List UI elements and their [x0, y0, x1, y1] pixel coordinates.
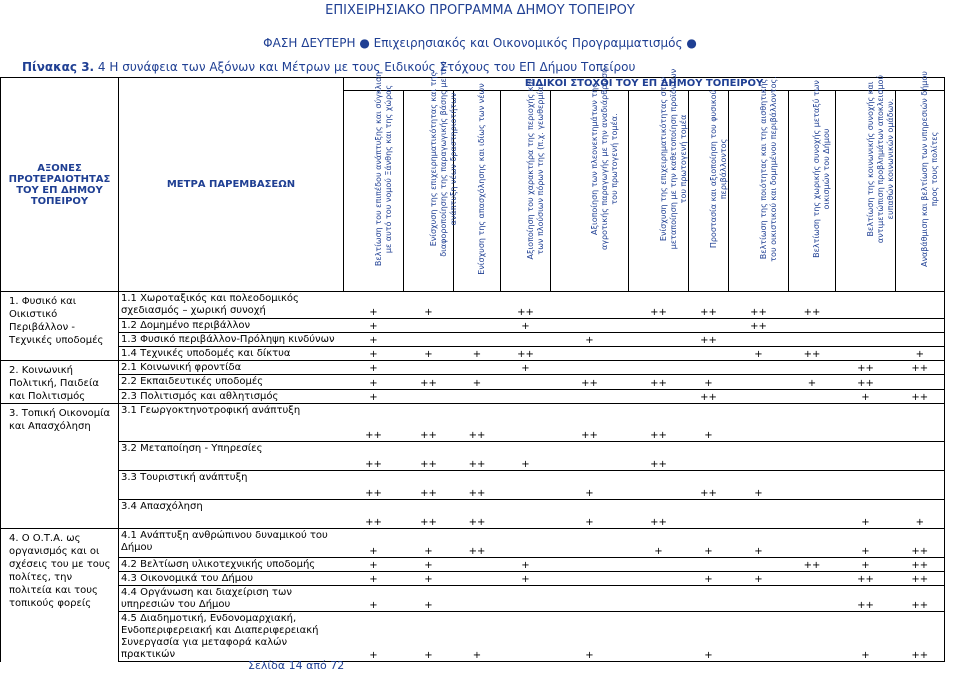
- caption-text: 4 Η συνάφεια των Αξόνων και Μέτρων με τους Ειδικούς Στόχους του ΕΠ Δήμου Τοπείρου: [94, 60, 636, 74]
- mark-cell: [789, 500, 836, 529]
- mark-cell: [629, 558, 689, 572]
- mark-cell: [836, 404, 896, 442]
- mark-cell: ++: [789, 292, 836, 319]
- mark-cell: [729, 442, 789, 471]
- mark-cell: ++: [836, 375, 896, 389]
- mark-cell: [789, 442, 836, 471]
- mark-cell: [404, 333, 454, 347]
- mark-cell: [789, 361, 836, 375]
- mark-cell: [551, 292, 629, 319]
- mark-cell: ++: [729, 319, 789, 333]
- mark-cell: +: [344, 558, 404, 572]
- mark-cell: [896, 404, 945, 442]
- mark-cell: ++: [404, 442, 454, 471]
- mark-cell: [729, 558, 789, 572]
- mark-cell: ++: [896, 572, 945, 586]
- target-label: Αναβάθμιση και βελτίωση των υπηρεσιών δήμου προς τους πολίτες: [920, 71, 940, 267]
- mark-cell: +: [404, 529, 454, 558]
- mark-cell: [501, 389, 551, 403]
- table-row: [1, 500, 945, 529]
- table-row: [1, 389, 945, 403]
- mark-cell: ++: [789, 558, 836, 572]
- mark-cell: +: [896, 500, 945, 529]
- mark-cell: [729, 404, 789, 442]
- mark-cell: [789, 319, 836, 333]
- axis-cell: 1. Φυσικό και Οικιστικό Περιβάλλον - Τεχνικές υποδομές: [1, 292, 119, 361]
- mark-cell: +: [689, 612, 729, 662]
- table-row: [1, 347, 945, 361]
- table-row: [1, 586, 945, 612]
- measure-cell: 3.3 Τουριστική ανάπτυξη: [119, 471, 344, 500]
- mark-cell: ++: [404, 471, 454, 500]
- mark-cell: [896, 292, 945, 319]
- mark-cell: [896, 442, 945, 471]
- measure-cell: 3.1 Γεωργοκτηνοτροφική ανάπτυξη: [119, 404, 344, 442]
- mark-cell: +: [344, 572, 404, 586]
- page-footer: Σελίδα 14 από 72: [248, 659, 345, 672]
- mark-cell: [551, 361, 629, 375]
- measure-cell: 4.3 Οικονομικά του Δήμου: [119, 572, 344, 586]
- mark-cell: ++: [629, 292, 689, 319]
- mark-cell: [789, 529, 836, 558]
- mark-cell: ++: [836, 572, 896, 586]
- mark-cell: +: [689, 404, 729, 442]
- measure-cell: 4.4 Οργάνωση και διαχείριση των υπηρεσιών του Δήμου: [119, 586, 344, 612]
- mark-cell: ++: [689, 471, 729, 500]
- mark-cell: +: [836, 612, 896, 662]
- mark-cell: [629, 572, 689, 586]
- mark-cell: +: [344, 529, 404, 558]
- mark-cell: ++: [344, 471, 404, 500]
- measure-cell: 1.2 Δομημένο περιβάλλον: [119, 319, 344, 333]
- mark-cell: [689, 442, 729, 471]
- target-header-9: [789, 80, 836, 292]
- mark-cell: [501, 612, 551, 662]
- target-header-1: [344, 71, 404, 292]
- table-row: [1, 333, 945, 347]
- measure-cell: 4.5 Διαδημοτική, Ενδονομαρχιακή, Ενδοπεριφερειακή και Διαπεριφερειακή Συνεργασία για μεταφορά καλών πρακτικών: [119, 612, 344, 662]
- mark-cell: +: [551, 612, 629, 662]
- target-label: Αξιοποίηση του χαρακτήρα της περιοχής και των πλούσιων πόρων της (π.χ. γεωθερμία): [525, 78, 545, 260]
- mark-cell: +: [501, 361, 551, 375]
- mark-cell: [551, 319, 629, 333]
- mark-cell: [454, 292, 501, 319]
- mark-cell: [501, 471, 551, 500]
- mark-cell: [789, 572, 836, 586]
- table-row: [1, 404, 945, 442]
- mark-cell: +: [836, 558, 896, 572]
- mark-cell: ++: [789, 347, 836, 361]
- mark-cell: [896, 319, 945, 333]
- axes-header: ΑΞΟΝΕΣ ΠΡΟΤΕΡΑΙΟΤΗΤΑΣ ΤΟΥ ΕΠ ΔΗΜΟΥ ΤΟΠΕΙΡΟΥ: [1, 78, 119, 292]
- mark-cell: +: [729, 529, 789, 558]
- measure-cell: 1.4 Τεχνικές υποδομές και δίκτυα: [119, 347, 344, 361]
- measure-cell: 1.1 Χωροταξικός και πολεοδομικός σχεδιασμός – χωρική συνοχή: [119, 292, 344, 319]
- mark-cell: +: [404, 347, 454, 361]
- target-header-5: [551, 67, 629, 292]
- mark-cell: +: [344, 347, 404, 361]
- measure-cell: 2.3 Πολιτισμός και αθλητισμός: [119, 389, 344, 403]
- mark-cell: [729, 500, 789, 529]
- target-label: Ενίσχυση της απασχόλησης και ιδίως των νέων: [477, 83, 486, 275]
- mark-cell: [501, 375, 551, 389]
- mark-cell: +: [404, 572, 454, 586]
- mark-cell: [789, 389, 836, 403]
- mark-cell: ++: [404, 375, 454, 389]
- target-label: Βελτίωση του επιπέδου ανάπτυξης και σύγκλιση με αυτό του νομού Ξάνθης και της χώρας: [373, 71, 393, 267]
- phase-header: ΦΑΣΗ ΔΕΥΤΕΡΗ ● Επιχειρησιακός και Οικονομικός Προγραμματισμός ●: [263, 36, 697, 50]
- target-label: Βελτίωση της κοινωνικής συνοχής και αντιμετώπιση προβλημάτων αποκλεισμού ευπαθών κοινωνικών ομάδων.: [865, 74, 895, 244]
- mark-cell: [629, 586, 689, 612]
- mark-cell: +: [501, 572, 551, 586]
- mark-cell: +: [344, 375, 404, 389]
- mark-cell: +: [836, 389, 896, 403]
- target-label: Βελτίωση της χωρικής συνοχής μεταξύ των οικισμών του Δήμου: [812, 80, 831, 258]
- mark-cell: ++: [501, 292, 551, 319]
- mark-cell: ++: [836, 361, 896, 375]
- mark-cell: [551, 529, 629, 558]
- mark-cell: ++: [454, 404, 501, 442]
- mark-cell: +: [836, 500, 896, 529]
- mark-cell: +: [629, 529, 689, 558]
- mark-cell: ++: [896, 361, 945, 375]
- mark-cell: ++: [896, 558, 945, 572]
- mark-cell: [896, 333, 945, 347]
- mark-cell: +: [404, 558, 454, 572]
- mark-cell: ++: [629, 404, 689, 442]
- mark-cell: +: [344, 389, 404, 403]
- mark-cell: +: [404, 586, 454, 612]
- mark-cell: [836, 471, 896, 500]
- mark-cell: [404, 361, 454, 375]
- mark-cell: [501, 586, 551, 612]
- measures-header: ΜΕΤΡΑ ΠΑΡΕΜΒΑΣΕΩΝ: [119, 78, 344, 292]
- mark-cell: +: [689, 375, 729, 389]
- measure-cell: 3.4 Απασχόληση: [119, 500, 344, 529]
- mark-cell: ++: [454, 529, 501, 558]
- axis-cell: 3. Τοπική Οικονομία και Απασχόληση: [1, 404, 119, 529]
- mark-cell: +: [454, 347, 501, 361]
- mark-cell: ++: [896, 586, 945, 612]
- mark-cell: +: [344, 586, 404, 612]
- table-row: [1, 292, 945, 319]
- mark-cell: ++: [629, 500, 689, 529]
- axis-cell: 4. Ο Ο.Τ.Α. ως οργανισμός και οι σχέσεις του με τους πολίτες, την πολιτεία και τους τοπικούς φορείς: [1, 529, 119, 662]
- mark-cell: [454, 558, 501, 572]
- measure-cell: 2.2 Εκπαιδευτικές υποδομές: [119, 375, 344, 389]
- mark-cell: +: [404, 612, 454, 662]
- mark-cell: +: [551, 471, 629, 500]
- target-label: Αξιοποίηση των πλεονεκτημάτων της αγροτικής παραγωγής με την αναδιάρθρωση του πρωτογενή τομέα.: [589, 67, 619, 251]
- target-header-11: [896, 71, 945, 292]
- mark-cell: ++: [551, 404, 629, 442]
- mark-cell: [629, 612, 689, 662]
- measure-cell: 4.1 Ανάπτυξη ανθρώπινου δυναμικού του Δήμου: [119, 529, 344, 558]
- mark-cell: +: [454, 375, 501, 389]
- mark-cell: [551, 572, 629, 586]
- mark-cell: ++: [729, 292, 789, 319]
- mark-cell: [729, 389, 789, 403]
- mark-cell: [729, 333, 789, 347]
- program-header: ΕΠΙΧΕΙΡΗΣΙΑΚΟ ΠΡΟΓΡΑΜΜΑ ΔΗΜΟΥ ΤΟΠΕΙΡΟΥ: [325, 3, 635, 18]
- mark-cell: [789, 586, 836, 612]
- target-label: Ενίσχυση της επιχειρηματικότητας στην μεταποίηση με την καθετοποίηση προϊόντων του πρωτογενή τομέα: [658, 68, 688, 250]
- target-label: Ενίσχυση της επιχειρηματικότητας και της διαφοροποίησης της παραγωγικής βάσης με την ανάπτυξη νέων δραστηριοτήτων: [428, 61, 458, 257]
- mark-cell: ++: [896, 389, 945, 403]
- targets-header: ΕΙΔΙΚΟΙ ΣΤΟΧΟΙ ΤΟΥ ΕΠ ΔΗΜΟΥ ΤΟΠΕΙΡΟΥ: [344, 78, 945, 91]
- table-row: [1, 361, 945, 375]
- mark-cell: +: [344, 612, 404, 662]
- mark-cell: [454, 333, 501, 347]
- mark-cell: [551, 586, 629, 612]
- mark-cell: [836, 319, 896, 333]
- table-row: [1, 442, 945, 471]
- mark-cell: +: [789, 375, 836, 389]
- mark-cell: [629, 333, 689, 347]
- table-row: [1, 558, 945, 572]
- mark-cell: [501, 333, 551, 347]
- mark-cell: [501, 404, 551, 442]
- mark-cell: [629, 347, 689, 361]
- measure-cell: 4.2 Βελτίωση υλικοτεχνικής υποδομής: [119, 558, 344, 572]
- mark-cell: [729, 361, 789, 375]
- mark-cell: ++: [689, 389, 729, 403]
- target-label: Προστασία και αξιοποίηση του φυσικού περιβάλλοντος: [708, 89, 728, 249]
- target-header-4: [501, 78, 551, 292]
- mark-cell: +: [344, 361, 404, 375]
- mark-cell: [689, 361, 729, 375]
- mark-cell: +: [344, 319, 404, 333]
- mark-cell: [836, 292, 896, 319]
- mark-cell: [629, 389, 689, 403]
- mark-cell: +: [344, 292, 404, 319]
- mark-cell: [836, 333, 896, 347]
- mark-cell: +: [729, 572, 789, 586]
- mark-cell: ++: [689, 333, 729, 347]
- target-header-3: [454, 83, 501, 292]
- target-header-7: [689, 91, 729, 292]
- mark-cell: [454, 586, 501, 612]
- mark-cell: [689, 586, 729, 612]
- mark-cell: +: [454, 612, 501, 662]
- mark-cell: +: [689, 529, 729, 558]
- table-row: [1, 471, 945, 500]
- mark-cell: ++: [454, 471, 501, 500]
- mark-cell: [629, 361, 689, 375]
- measure-cell: 1.3 Φυσικό περιβάλλον-Πρόληψη κινδύνων: [119, 333, 344, 347]
- mark-cell: [896, 471, 945, 500]
- mark-cell: ++: [404, 500, 454, 529]
- mark-cell: [404, 319, 454, 333]
- table-row: [1, 375, 945, 389]
- mark-cell: +: [551, 500, 629, 529]
- table-row: [1, 319, 945, 333]
- mark-cell: +: [836, 529, 896, 558]
- mark-cell: ++: [896, 529, 945, 558]
- mark-cell: +: [729, 471, 789, 500]
- mark-cell: ++: [454, 500, 501, 529]
- mark-cell: +: [551, 333, 629, 347]
- mark-cell: ++: [836, 586, 896, 612]
- mark-cell: [629, 471, 689, 500]
- mark-cell: +: [404, 292, 454, 319]
- table-row: [1, 572, 945, 586]
- mark-cell: ++: [344, 442, 404, 471]
- mark-cell: [729, 612, 789, 662]
- mark-cell: [454, 389, 501, 403]
- mark-cell: ++: [689, 292, 729, 319]
- measure-cell: 2.1 Κοινωνική φροντίδα: [119, 361, 344, 375]
- table-row: [1, 529, 945, 558]
- mark-cell: [729, 375, 789, 389]
- measure-cell: 3.2 Μεταποίηση - Υπηρεσίες: [119, 442, 344, 471]
- mark-cell: [836, 347, 896, 361]
- mark-cell: [689, 347, 729, 361]
- target-header-8: [729, 76, 789, 292]
- mark-cell: [789, 333, 836, 347]
- mark-cell: [404, 389, 454, 403]
- mark-cell: ++: [629, 442, 689, 471]
- mark-cell: [501, 529, 551, 558]
- mark-cell: ++: [454, 442, 501, 471]
- mark-cell: ++: [501, 347, 551, 361]
- mark-cell: [896, 375, 945, 389]
- mark-cell: +: [896, 347, 945, 361]
- mark-cell: +: [501, 442, 551, 471]
- mark-cell: +: [729, 347, 789, 361]
- mark-cell: +: [501, 319, 551, 333]
- mark-cell: [551, 442, 629, 471]
- mark-cell: [729, 586, 789, 612]
- target-header-10: [836, 74, 896, 292]
- mark-cell: [454, 361, 501, 375]
- mark-cell: [689, 319, 729, 333]
- mark-cell: +: [689, 572, 729, 586]
- mark-cell: +: [501, 558, 551, 572]
- mark-cell: [551, 347, 629, 361]
- target-header-6: [629, 68, 689, 292]
- mark-cell: [454, 572, 501, 586]
- target-header-2: [404, 61, 458, 292]
- mark-cell: ++: [629, 375, 689, 389]
- mark-cell: ++: [551, 375, 629, 389]
- mark-cell: [551, 558, 629, 572]
- mark-cell: ++: [896, 612, 945, 662]
- table-row: [1, 612, 945, 662]
- mark-cell: [789, 612, 836, 662]
- mark-cell: [789, 471, 836, 500]
- mark-cell: ++: [344, 404, 404, 442]
- caption-label: Πίνακας 3.: [22, 60, 95, 74]
- mark-cell: +: [344, 333, 404, 347]
- mark-cell: ++: [404, 404, 454, 442]
- mark-cell: [689, 500, 729, 529]
- mark-cell: [551, 389, 629, 403]
- mark-cell: [629, 319, 689, 333]
- mark-cell: [836, 442, 896, 471]
- mark-cell: [454, 319, 501, 333]
- mark-cell: ++: [344, 500, 404, 529]
- mark-cell: [501, 500, 551, 529]
- axis-cell: 2. Κοινωνική Πολιτική, Παιδεία και Πολιτισμός: [1, 361, 119, 404]
- target-label: Βελτίωση της ποιότητας και της αισθητικής του οικιστικού και δομημένου περιβάλλοντος.: [758, 76, 778, 262]
- mark-cell: [789, 404, 836, 442]
- mark-cell: [689, 558, 729, 572]
